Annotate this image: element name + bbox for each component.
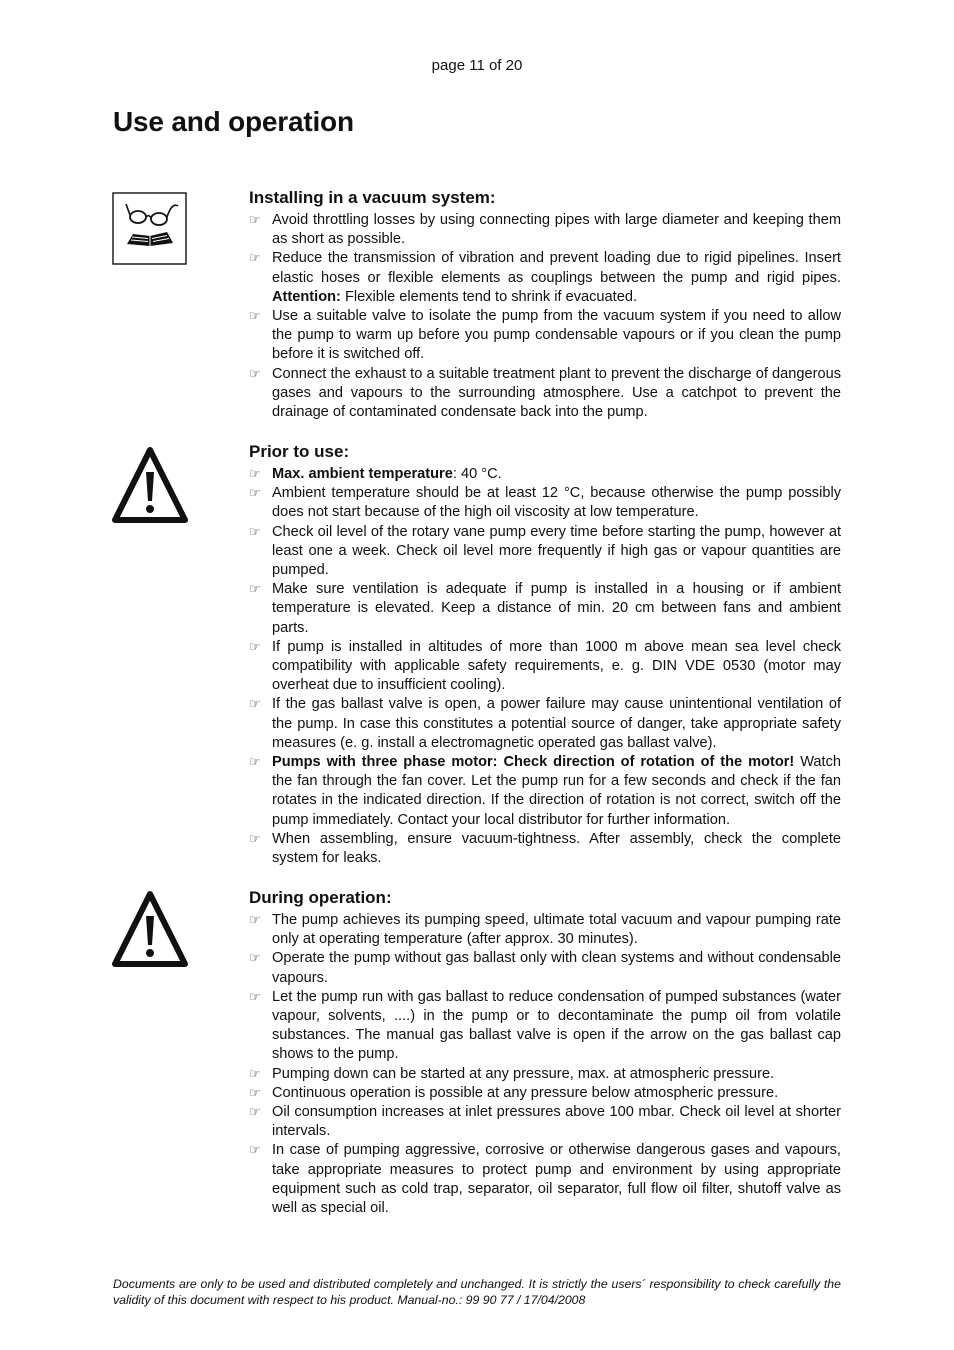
list-item: ☞ Reduce the transmission of vibration and prevent loading due to rigid pipelines. Insert elastic hoses or flexible elements as couplings between the pump and rigid pipes. Attention: Flexible elements tend to shrink if evacuated. [249,250,841,305]
list-item: ☞ Connect the exhaust to a suitable treatment plant to prevent the discharge of dangerous gases and vapours to the surrounding atmosphere. Use a catchpot to prevent the drainage of contaminated condensate back into the pump. [249,365,841,421]
list-item: ☞ Check oil level of the rotary vane pump every time before starting the pump, however at least one a week. Check oil level more frequently if high gas or vapour quantities are pumped. [249,523,841,579]
page-title: Use and operation [113,106,354,137]
pointing-hand-icon: ☞ [249,1143,261,1159]
list-item: ☞ The pump achieves its pumping speed, ultimate total vacuum and vapour pumping rate only at operating temperature (after approx. 30 minutes). [249,912,841,948]
pointing-hand-icon: ☞ [249,951,261,967]
pointing-hand-icon: ☞ [249,251,261,267]
section-heading: During operation: [249,888,392,907]
list-item: ☞ When assembling, ensure vacuum-tightness. After assembly, check the complete system for leaks. [249,830,841,867]
list-item: ☞ Let the pump run with gas ballast to reduce condensation of pumped substances (water vapour, solvents, ....) in the pump or to decontaminate the pump oil from volatile substances. The manual gas ballast valve is open if the arrow on the gas ballast cap shows to the pump. [249,988,841,1063]
list-item: ☞ Operate the pump without gas ballast only with clean systems and without condensable vapours. [249,950,841,986]
list-item: ☞ If the gas ballast valve is open, a power failure may cause unintentional ventilation of the pump. In case this constitutes a potential source of danger, take appropriate safety measures (e. g. install a electromagnetic operated gas ballast valve). [249,696,841,751]
pointing-hand-icon: ☞ [249,639,261,655]
footer-disclaimer: Documents are only to be used and distributed completely and unchanged. It is strictly the users´ responsibility to check carefully the validity of this document with respect to his product. Manual-no.: 99 90 77 / 17/04/2008 [113,1277,841,1307]
pointing-hand-icon: ☞ [249,467,261,482]
glasses-book-icon [112,192,187,270]
pointing-hand-icon: ☞ [249,1105,261,1121]
pointing-hand-icon: ☞ [249,697,261,713]
section-heading: Installing in a vacuum system: [249,188,496,207]
pointing-hand-icon: ☞ [249,582,261,598]
pointing-hand-icon: ☞ [249,831,261,847]
pointing-hand-icon: ☞ [249,1085,261,1101]
list-item: ☞ In case of pumping aggressive, corrosive or otherwise dangerous gases and vapours, take appropriate measures to protect pump and environment by using appropriate equipment such as cold trap, separator, oil separator, full flow oil filter, shutoff valve as well as special oil. [249,1142,841,1217]
list-item: ☞ Oil consumption increases at inlet pressures above 100 mbar. Check oil level at shorter intervals. [249,1104,841,1140]
pointing-hand-icon: ☞ [249,309,261,325]
page-number: page 11 of 20 [431,57,523,74]
pointing-hand-icon: ☞ [249,524,261,540]
pointing-hand-icon: ☞ [249,989,261,1005]
pointing-hand-icon: ☞ [249,1066,261,1082]
list-item: ☞ Pumps with three phase motor: Check direction of rotation of the motor! Watch the fan through the fan cover. Let the pump run for a few seconds and check if the fan rotates in the indicated direction. If the direction of rotation is not correct, switch off the pump immediately. Contact your local distributor for further information. [249,754,842,828]
bullet-list [249,211,841,422]
pointing-hand-icon: ☞ [249,913,261,928]
bullet-list [249,465,841,868]
list-item: ☞ Pumping down can be started at any pressure, max. at atmospheric pressure. [249,1065,841,1084]
pointing-hand-icon: ☞ [249,755,261,771]
list-item: ☞ Use a suitable valve to isolate the pump from the vacuum system if you need to allow the pump to warm up before you pump condensable vapours or if you clean the pump before it is switched off. [249,308,841,363]
list-item: ☞ Avoid throttling losses by using connecting pipes with large diameter and keeping them as short as possible. [249,212,841,248]
section-heading: Prior to use: [249,442,350,461]
warning-triangle-icon [112,446,188,529]
pointing-hand-icon: ☞ [249,486,261,502]
pointing-hand-icon: ☞ [249,213,261,228]
list-item: ☞ Continuous operation is possible at any pressure below atmospheric pressure. [249,1084,841,1103]
list-item: ☞ Make sure ventilation is adequate if pump is installed in a housing or if ambient temperature is elevated. Keep a distance of min. 20 cm between fans and ambient parts. [249,581,841,636]
list-item: ☞ Ambient temperature should be at least 12 °C, because otherwise the pump possibly does not start because of the high oil viscosity at low temperature. [249,485,841,521]
bullet-list [249,911,841,1218]
warning-triangle-icon [112,890,188,973]
pointing-hand-icon: ☞ [249,366,261,382]
list-item: ☞ If pump is installed in altitudes of more than 1000 m above mean sea level check compatibility with applicable safety requirements, e. g. DIN VDE 0530 (motor may overheat due to insufficient cooling). [249,638,841,694]
list-item: ☞ Max. ambient temperature: 40 °C. [249,465,841,484]
